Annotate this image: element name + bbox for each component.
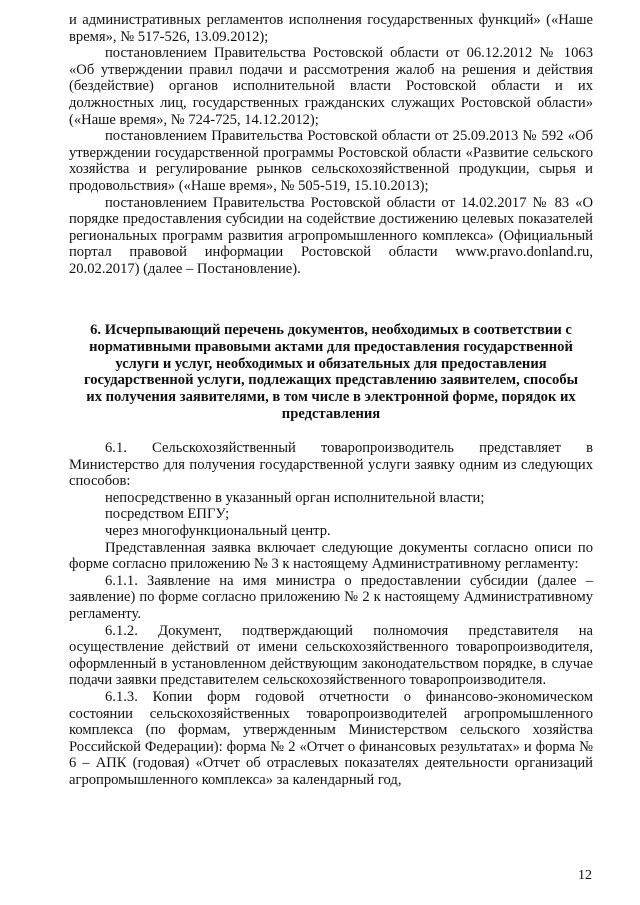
paragraph-documents: Представленная заявка включает следующие документы согласно описи по форме согласно приложению № 3 к настоящему Административному регламенту: bbox=[69, 539, 593, 573]
intro-paragraph-1: и административных регламентов исполнения государственных функций» («Наше время», № 517-526, 13.09.2012); bbox=[69, 12, 593, 45]
intro-paragraph-3: постановлением Правительства Ростовской области от 25.09.2013 № 592 «Об утверждении государственной программы Ростовской области «Развитие сельского хозяйства и регулирование рынков сельскохозяйственной продукции, сырья и продовольствия» («Наше время», № 505-519, 15.10.2013); bbox=[69, 128, 593, 194]
paragraph-6-1-1: 6.1.1. Заявление на имя министра о предоставлении субсидии (далее – заявление) по форме согласно приложению № 2 к настоящему Административному регламенту. bbox=[69, 572, 593, 622]
page-number: 12 bbox=[578, 868, 592, 883]
list-item: непосредственно в указанный орган исполнительной власти; bbox=[105, 489, 485, 506]
intro-block bbox=[69, 12, 593, 278]
list-item: посредством ЕПГУ; bbox=[105, 506, 230, 523]
section-heading: 6. Исчерпывающий перечень документов, необходимых в соответствии с нормативными правовыми актами для предоставления государственной услуги и услуг, необходимых и обязательных для предоставления государственной услуги, подлежащих представлению заявителем, способы их получения заявителями, в том числе в электронной форме, порядок их представления bbox=[83, 322, 579, 422]
intro-paragraph-4: постановлением Правительства Ростовской области от 14.02.2017 № 83 «О порядке предоставления субсидии на содействие достижению целевых показателей региональных программ развития агропромышленного комплекса» (Официальный портал правовой информации Ростовской области www.pravo.donland.ru, 20.02.2017) (далее – Постановление). bbox=[69, 194, 593, 277]
body-block bbox=[69, 440, 593, 788]
intro-paragraph-2: постановлением Правительства Ростовской области от 06.12.2012 № 1063 «Об утверждении правил подачи и рассмотрения жалоб на решения и действия (бездействие) органов исполнительной власти Ростовской области и их должностных лиц, государственных гражданских служащих Ростовской области» («Наше время», № 724-725, 14.12.2012); bbox=[69, 45, 593, 128]
paragraph-6-1-3: 6.1.3. Копии форм годовой отчетности о финансово-экономическом состоянии сельскохозяйственных товаропроизводителей агропромышленного комплекса (по формам, утвержденным Министерством сельского хозяйства Российской Федерации): форма № 2 «Отчет о финансовых результатах» и форма № 6 – АПК (годовая) «Отчет об отраслевых показателях деятельности организаций агропромышленного комплекса» за календарный год, bbox=[69, 688, 593, 788]
list-item: через многофункциональный центр. bbox=[105, 522, 331, 539]
paragraph-6-1-2: 6.1.2. Документ, подтверждающий полномочия представителя на осуществление действий от имени сельскохозяйственного товаропроизводителя, оформленный в установленном действующим законодательством порядке, в случае подачи заявки представителем сельскохозяйственного товаропроизводителя. bbox=[69, 622, 593, 689]
paragraph-6-1: 6.1. Сельскохозяйственный товаропроизводитель представляет в Министерство для получения государственной услуги заявку одним из следующих способов: bbox=[69, 440, 593, 490]
section-heading-block bbox=[69, 322, 593, 423]
